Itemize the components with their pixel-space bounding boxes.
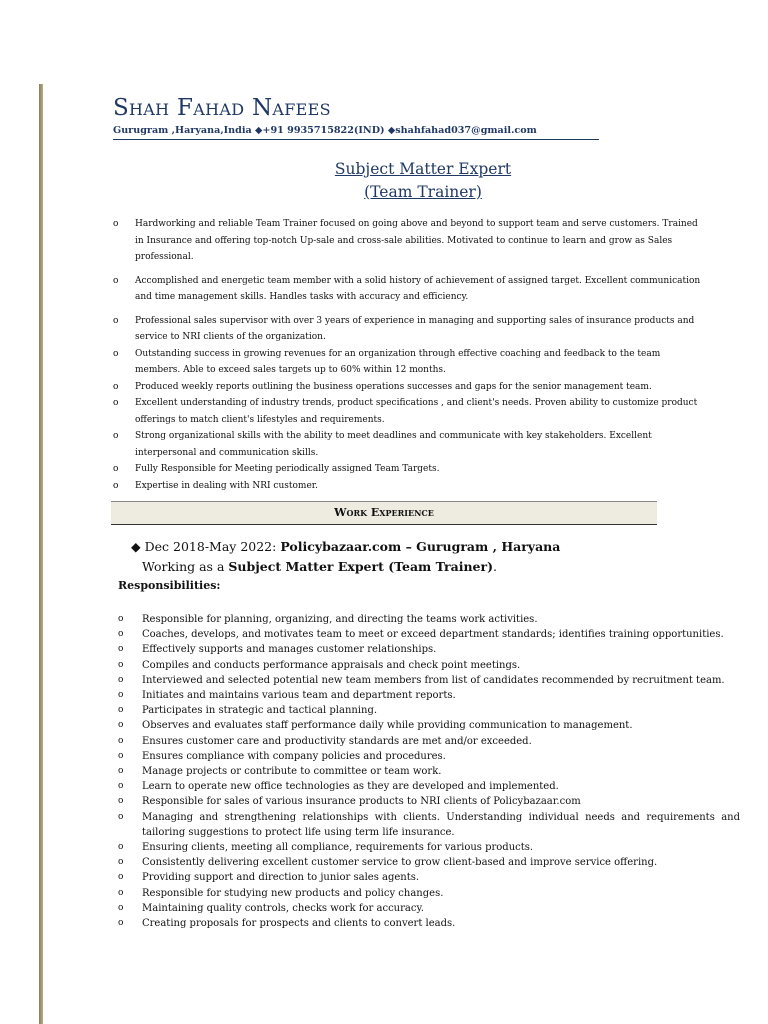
bullet-marker: o [113, 275, 119, 286]
responsibility-item: o Compiles and conducts performance appraisals and check point meetings. [118, 658, 740, 673]
bullet-marker: o [118, 750, 124, 761]
responsibility-item: o Learn to operate new office technologies as they are developed and implemented. [118, 779, 740, 794]
summary-item: o Expertise in dealing with NRI customer. [113, 478, 703, 495]
bullet-marker: o [118, 781, 124, 792]
responsibility-item: o Ensuring clients, meeting all compliance, requirements for various products. [118, 840, 740, 855]
bullet-marker: o [118, 766, 124, 777]
responsibilities-heading: Responsibilities: [118, 579, 221, 592]
responsibility-item: o Responsible for planning, organizing, and directing the teams work activities. [118, 612, 740, 627]
bullet-marker: o [118, 872, 124, 883]
bullet-marker: o [118, 887, 124, 898]
bullet-marker: o [118, 674, 124, 685]
left-border-rule [39, 84, 43, 1024]
bullet-marker: o [118, 902, 124, 913]
summary-item: o Strong organizational skills with the ability to meet deadlines and communicate with key stakeholders. Excellent interpersonal and communication skills. [113, 428, 703, 461]
summary-item: o Outstanding success in growing revenues for an organization through effective coaching and feedback to the team members. Able to exceed sales targets up to 60% within 12 months. [113, 346, 703, 379]
job-header [131, 539, 560, 554]
bullet-marker: o [113, 480, 119, 491]
bullet-marker: o [118, 705, 124, 716]
responsibility-item: o Responsible for sales of various insurance products to NRI clients of Policybazaar.com [118, 794, 740, 809]
bullet-marker: o [118, 614, 124, 624]
responsibility-item: o Effectively supports and manages customer relationships. [118, 642, 740, 657]
bullet-marker: o [113, 348, 119, 359]
responsibility-item: o Interviewed and selected potential new team members from list of candidates recommended by recruitment team. [118, 673, 740, 688]
responsibility-item: o Creating proposals for prospects and clients to convert leads. [118, 916, 740, 931]
bullet-marker: o [118, 690, 124, 701]
responsibility-item: o Ensures customer care and productivity standards are met and/or exceeded. [118, 734, 740, 749]
job-dates: Dec 2018-May 2022: [144, 539, 277, 554]
candidate-name: Shah Fahad Nafees [113, 95, 331, 121]
summary-item: o Professional sales supervisor with over 3 years of experience in managing and supporting sales of insurance products and service to NRI clients of the organization. [113, 313, 703, 346]
responsibility-item: o Ensures compliance with company policies and procedures. [118, 749, 740, 764]
responsibility-item: o Observes and evaluates staff performance daily while providing communication to management. [118, 718, 740, 733]
summary-list [113, 216, 703, 494]
bullet-marker: o [113, 315, 119, 326]
responsibility-item: o Providing support and direction to junior sales agents. [118, 870, 740, 885]
contact-line: Gurugram ,Haryana,India ◆+91 9935715822(IND) ◆shahfahad037@gmail.com [113, 125, 599, 140]
title-line-2: (Team Trainer) [364, 183, 482, 201]
summary-item: o Accomplished and energetic team member with a solid history of achievement of assigned target. Excellent communication and time management skills. Handles tasks with accuracy and efficiency. [113, 273, 703, 306]
bullet-marker: o [118, 796, 124, 807]
bullet-marker: o [118, 720, 124, 731]
bullet-marker: o [113, 431, 119, 441]
job-company: Policybazaar.com – Gurugram , Haryana [280, 539, 561, 554]
bullet-marker: o [113, 464, 119, 474]
role-suffix: . [493, 559, 497, 574]
bullet-marker: o [118, 735, 124, 746]
summary-item: o Hardworking and reliable Team Trainer focused on going above and beyond to support team and serve customers. Trained in Insurance and offering top-notch Up-sale and cross-sale abilities. Motivated to continue to learn and grow as Sales professional. [113, 216, 703, 266]
work-experience-heading: Work Experience [111, 501, 657, 525]
bullet-marker: o [118, 918, 124, 929]
bullet-marker: o [113, 219, 119, 229]
responsibility-item: o Consistently delivering excellent customer service to grow client-based and improve service offering. [118, 855, 740, 870]
role-prefix: Working as a [142, 559, 225, 574]
bullet-marker: o [118, 811, 124, 822]
bullet-marker: o [113, 381, 119, 392]
role-title: Subject Matter Expert (Team Trainer) [228, 559, 493, 574]
job-role [142, 559, 497, 574]
responsibility-item: o Responsible for studying new products and policy changes. [118, 886, 740, 901]
bullet-marker: o [113, 398, 119, 408]
responsibility-item: o Initiates and maintains various team and department reports. [118, 688, 740, 703]
responsibilities-list [118, 612, 740, 931]
responsibility-item: o Maintaining quality controls, checks work for accuracy. [118, 901, 740, 916]
responsibility-item: o Manage projects or contribute to committee or team work. [118, 764, 740, 779]
bullet-marker: o [118, 629, 124, 640]
summary-item: o Produced weekly reports outlining the business operations successes and gaps for the senior management team. [113, 379, 703, 396]
bullet-marker: o [118, 644, 124, 655]
responsibility-item: o Managing and strengthening relationships with clients. Understanding individual needs and requirements and tailoring suggestions to protect life using term life insurance. [118, 811, 740, 838]
bullet-marker: o [118, 842, 124, 853]
diamond-icon: ◆ [131, 539, 141, 554]
resume-title [290, 158, 556, 204]
title-line-1: Subject Matter Expert [334, 160, 512, 178]
bullet-marker: o [118, 659, 124, 670]
responsibility-item: o Coaches, develops, and motivates team to meet or exceed department standards; identifies training opportunities. [118, 627, 740, 642]
bullet-marker: o [118, 857, 124, 868]
summary-item: o Excellent understanding of industry trends, product specifications , and client's needs. Proven ability to customize product offerings to match client's lifestyles and requirements. [113, 395, 703, 428]
summary-item: o Fully Responsible for Meeting periodically assigned Team Targets. [113, 461, 703, 478]
responsibility-item: o Participates in strategic and tactical planning. [118, 703, 740, 718]
